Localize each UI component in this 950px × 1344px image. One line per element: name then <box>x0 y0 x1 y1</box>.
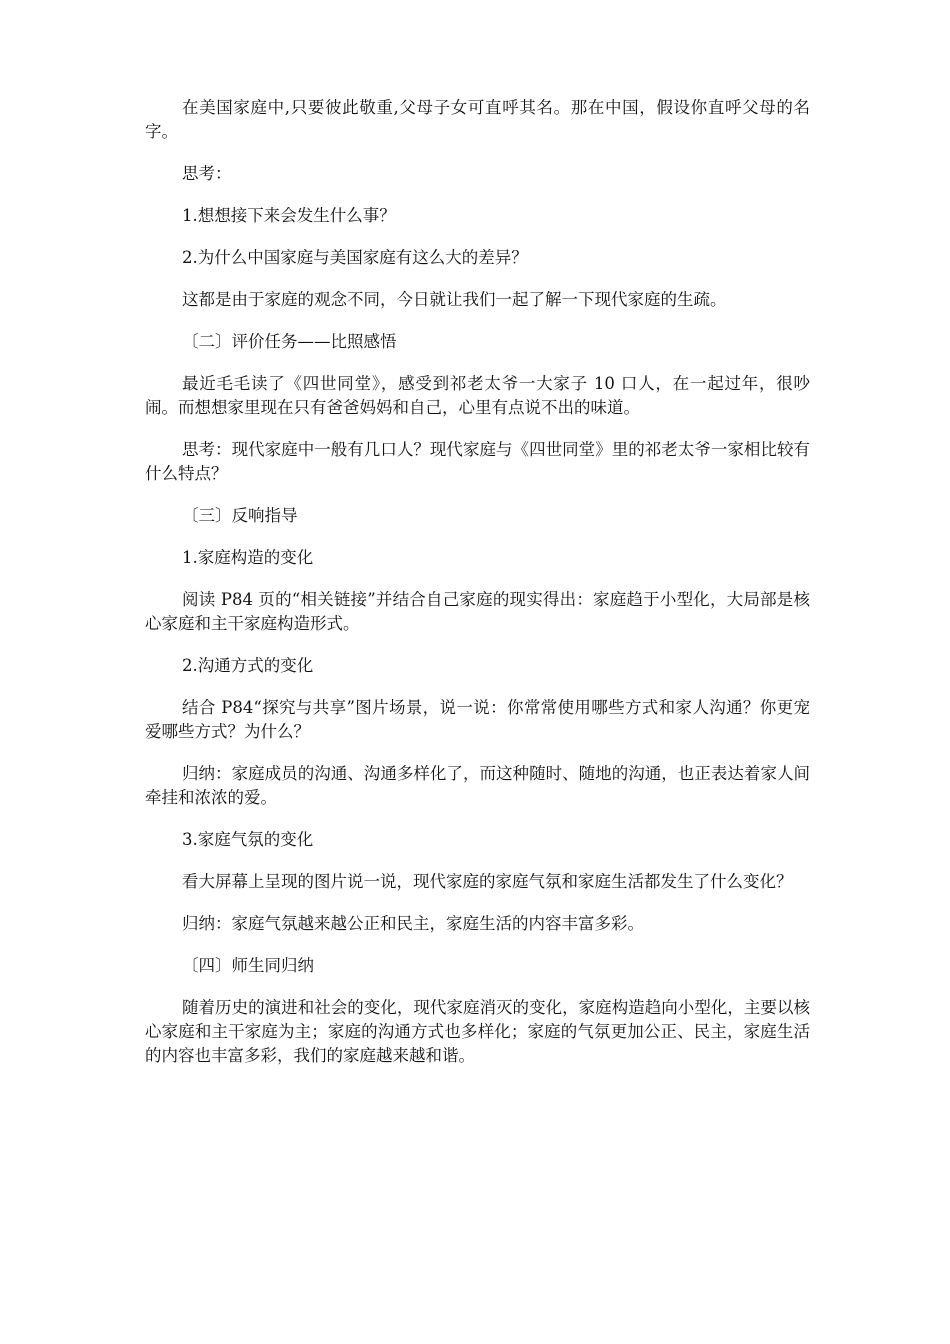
paragraph-question-2: 2.为什么中国家庭与美国家庭有这么大的差异？ <box>182 248 528 267</box>
paragraph-question-1: 1.想想接下来会发生什么事？ <box>182 206 396 225</box>
paragraph-summary-communication: 归纳：家庭成员的沟通、沟通多样化了，而这种随时、随地的沟通，也正表达着家人间牵挂和浓浓的爱。 <box>145 764 810 807</box>
paragraph-summary-atmosphere: 归纳：家庭气氛越来越公正和民主，家庭生活的内容丰富多彩。 <box>182 914 644 933</box>
paragraph-think-modern: 思考：现代家庭中一般有几口人？现代家庭与《四世同堂》里的祁老太爷一家相比较有什么特点？ <box>145 440 810 483</box>
subheading-structure: 1.家庭构造的变化 <box>182 548 314 567</box>
paragraph-maomao: 最近毛毛读了《四世同堂》，感受到祁老太爷一大家子 10 口人，在一起过年，很吵闹。而想想家里现在只有爸爸妈妈和自己，心里有点说不出的味道。 <box>145 374 810 417</box>
document-body <box>145 96 810 1086</box>
paragraph-think-label: 思考： <box>182 164 232 183</box>
paragraph-transition: 这都是由于家庭的观念不同，今日就让我们一起了解一下现代家庭的生疏。 <box>182 290 727 309</box>
paragraph-conclusion: 随着历史的演进和社会的变化，现代家庭消灭的变化，家庭构造趋向小型化，主要以核心家庭和主干家庭为主；家庭的沟通方式也多样化；家庭的气氛更加公正、民主，家庭生活的内容也丰富多彩，我们的家庭越来越和谐。 <box>145 998 810 1065</box>
subheading-communication: 2.沟通方式的变化 <box>182 656 314 675</box>
subheading-atmosphere: 3.家庭气氛的变化 <box>182 830 314 849</box>
section-heading-4: 〔四〕师生同归纳 <box>182 956 314 975</box>
paragraph-atmosphere: 看大屏幕上呈现的图片说一说，现代家庭的家庭气氛和家庭生活都发生了什么变化？ <box>182 872 793 891</box>
paragraph-communication: 结合 P84“探究与共享”图片场景，说一说：你常常使用哪些方式和家人沟通？你更宠爱哪些方式？为什么？ <box>145 698 810 741</box>
section-heading-2: 〔二〕评价任务——比照感悟 <box>182 332 397 351</box>
paragraph-intro: 在美国家庭中,只要彼此敬重,父母子女可直呼其名。那在中国，假设你直呼父母的名字。 <box>145 98 810 141</box>
paragraph-structure: 阅读 P84 页的“相关链接”并结合自己家庭的现实得出：家庭趋于小型化，大局部是核心家庭和主干家庭构造形式。 <box>145 590 810 633</box>
section-heading-3: 〔三〕反响指导 <box>182 506 298 525</box>
